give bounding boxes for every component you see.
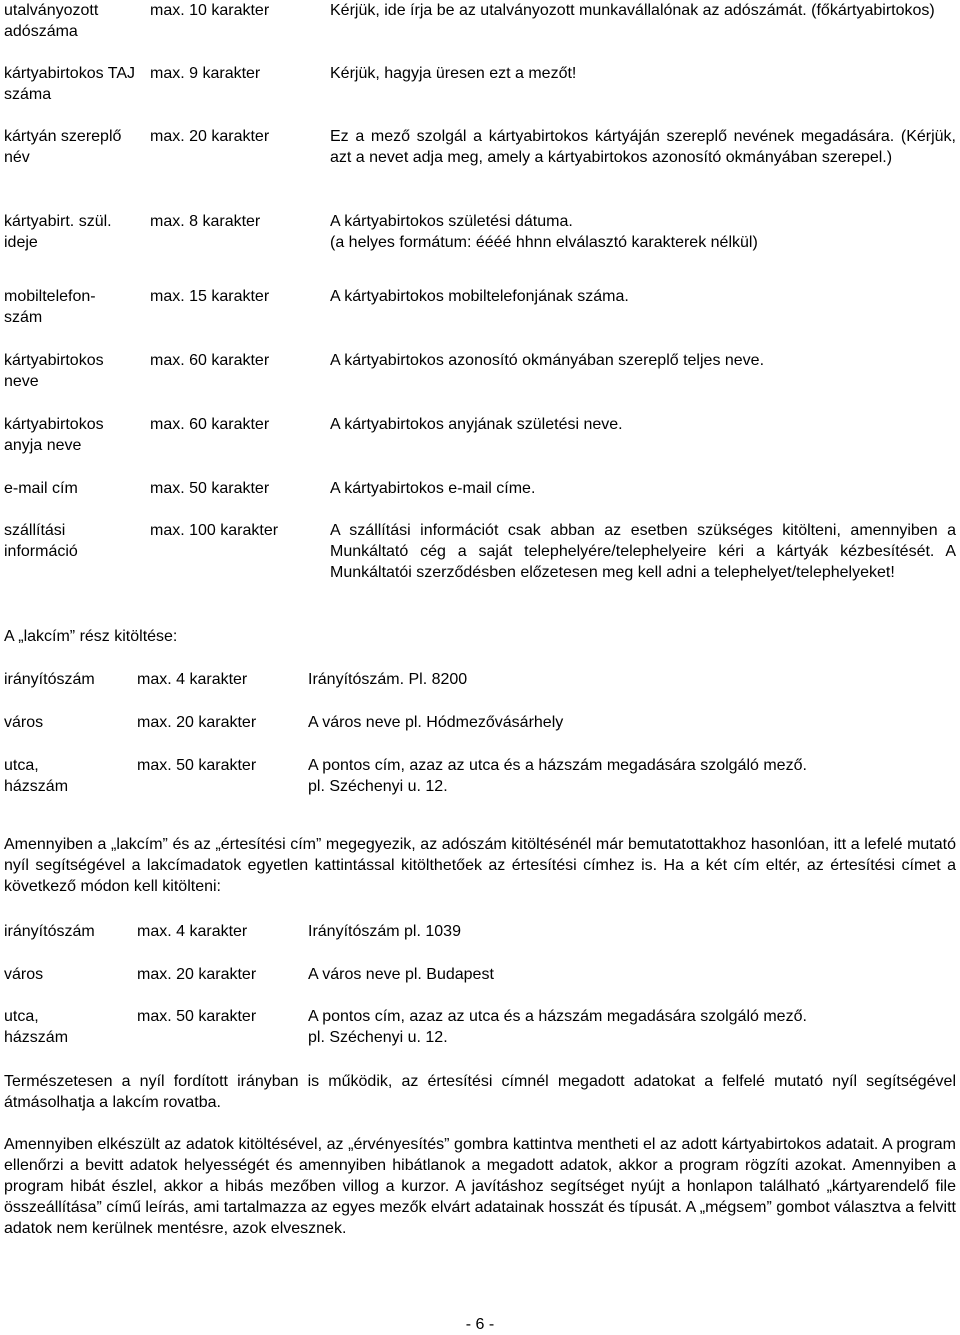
max-length: max. 50 karakter — [150, 480, 270, 497]
field-description: A kártyabirtokos születési dátuma. (a helyes formátum: éééé hhnn elválasztó karakterek nélkül) — [330, 211, 956, 253]
field-description: A város neve pl. Hódmezővásárhely — [308, 714, 564, 731]
field-name: utca, házszám — [4, 757, 69, 795]
field-name: irányítószám — [4, 671, 95, 688]
paragraph: Amennyiben elkészült az adatok kitöltésével, az „érvényesítés” gombra kattintva mentheti el az adott kártyabirtokos adatait. A program ellenőrzi a bevitt adatok helyességét és amennyiben hibátlanok a megadott adatok, akkor a program rögzíti azokat. Amennyiben a program hibát észlel, akkor a hibás mezőben villog a kurzor. A javításhoz segítséget nyújt a honlapon található „kártyarendelő file összeállítása” című leírás, ami tartalmazza az egyes mezők elvárt adatainak hosszát és típusát. A „mégsem” gombot választva a felvitt adatok nem kerülnek mentésre, azok elvesznek. — [4, 1136, 956, 1237]
address-example: pl. Széchenyi u. 12. — [308, 1029, 448, 1046]
field-description: Irányítószám pl. 1039 — [308, 923, 461, 940]
max-length: max. 100 karakter — [150, 522, 279, 539]
paragraph: Amennyiben a „lakcím” és az „értesítési cím” megegyezik, az adószám kitöltésénél már bemutatottakhoz hasonlóan, itt a lefelé mutató nyíl segítségével a lakcímadatok egyetlen kattintással kitölthetőek az értesítési címhez is. Ha a két cím eltér, az értesítési címet a következő módon kell kitölteni: — [4, 836, 956, 895]
field-name: város — [4, 714, 44, 731]
field-name: utca, házszám — [4, 1008, 69, 1046]
field-name: mobiltelefon-szám — [4, 288, 96, 326]
field-description: A kártyabirtokos mobiltelefonjának száma. — [330, 288, 629, 305]
max-length: max. 20 karakter — [137, 966, 257, 983]
page-number: - 6 - — [465, 1316, 495, 1333]
max-length: max. 15 karakter — [150, 288, 270, 305]
max-length: max. 60 karakter — [150, 416, 270, 433]
field-description: A kártyabirtokos azonosító okmányában szereplő teljes neve. — [330, 352, 765, 369]
field-name: utalványozott adószáma — [4, 2, 99, 40]
max-length: max. 20 karakter — [150, 128, 270, 145]
field-name: kártyán szereplő név — [4, 128, 122, 166]
max-length: max. 4 karakter — [137, 923, 248, 940]
max-length: max. 50 karakter — [137, 1008, 257, 1025]
address-example: pl. Széchenyi u. 12. — [308, 778, 448, 795]
date-format-hint: (a helyes formátum: éééé hhnn elválasztó karakterek nélkül) — [330, 234, 758, 251]
field-name: kártyabirtokos TAJ száma — [4, 65, 136, 103]
max-length: max. 50 karakter — [137, 757, 257, 774]
field-description: A pontos cím, azaz az utca és a házszám megadására szolgáló mező. pl. Széchenyi u. 12. — [308, 755, 956, 797]
max-length: max. 4 karakter — [137, 671, 248, 688]
field-name: város — [4, 966, 44, 983]
max-length: max. 8 karakter — [150, 213, 261, 230]
field-description: A pontos cím, azaz az utca és a házszám megadására szolgáló mező. pl. Széchenyi u. 12. — [308, 1006, 956, 1048]
field-name: szállítási információ — [4, 522, 78, 560]
max-length: max. 9 karakter — [150, 65, 261, 82]
field-description: A szállítási információt csak abban az esetben szükséges kitölteni, amennyiben a Munkáltató cég a saját telephelyére/telephelyeire kéri a kártyák kézbesítését. A Munkáltatói szerződésben előzetesen meg kell adni a telephelyet/telephelyeket! — [330, 522, 956, 581]
field-description: Ez a mező szolgál a kártyabirtokos kártyáján szereplő nevének megadására. (Kérjük, azt a nevet adja meg, amely a kártyabirtokos azonosító okmányában szerepel.) — [330, 128, 956, 166]
section-heading: A „lakcím” rész kitöltése: — [4, 628, 178, 645]
field-description: A kártyabirtokos anyjának születési neve. — [330, 416, 623, 433]
field-description: A kártyabirtokos e-mail címe. — [330, 480, 536, 497]
field-name: kártyabirtokos anyja neve — [4, 416, 104, 454]
field-name: kártyabirtokos neve — [4, 352, 104, 390]
max-length: max. 10 karakter — [150, 2, 270, 19]
field-name: irányítószám — [4, 923, 95, 940]
max-length: max. 60 karakter — [150, 352, 270, 369]
field-name: e-mail cím — [4, 480, 78, 497]
field-name: kártyabirt. szül. ideje — [4, 213, 112, 251]
max-length: max. 20 karakter — [137, 714, 257, 731]
field-description: A város neve pl. Budapest — [308, 966, 494, 983]
paragraph: Természetesen a nyíl fordított irányban is működik, az értesítési címnél megadott adatokat a felfelé mutató nyíl segítségével átmásolhatja a lakcím rovatba. — [4, 1073, 956, 1111]
field-description: Kérjük, hagyja üresen ezt a mezőt! — [330, 65, 577, 82]
field-description: Kérjük, ide írja be az utalványozott munkavállalónak az adószámát. (főkártyabirtokos) — [330, 2, 935, 19]
field-description: Irányítószám. Pl. 8200 — [308, 671, 468, 688]
